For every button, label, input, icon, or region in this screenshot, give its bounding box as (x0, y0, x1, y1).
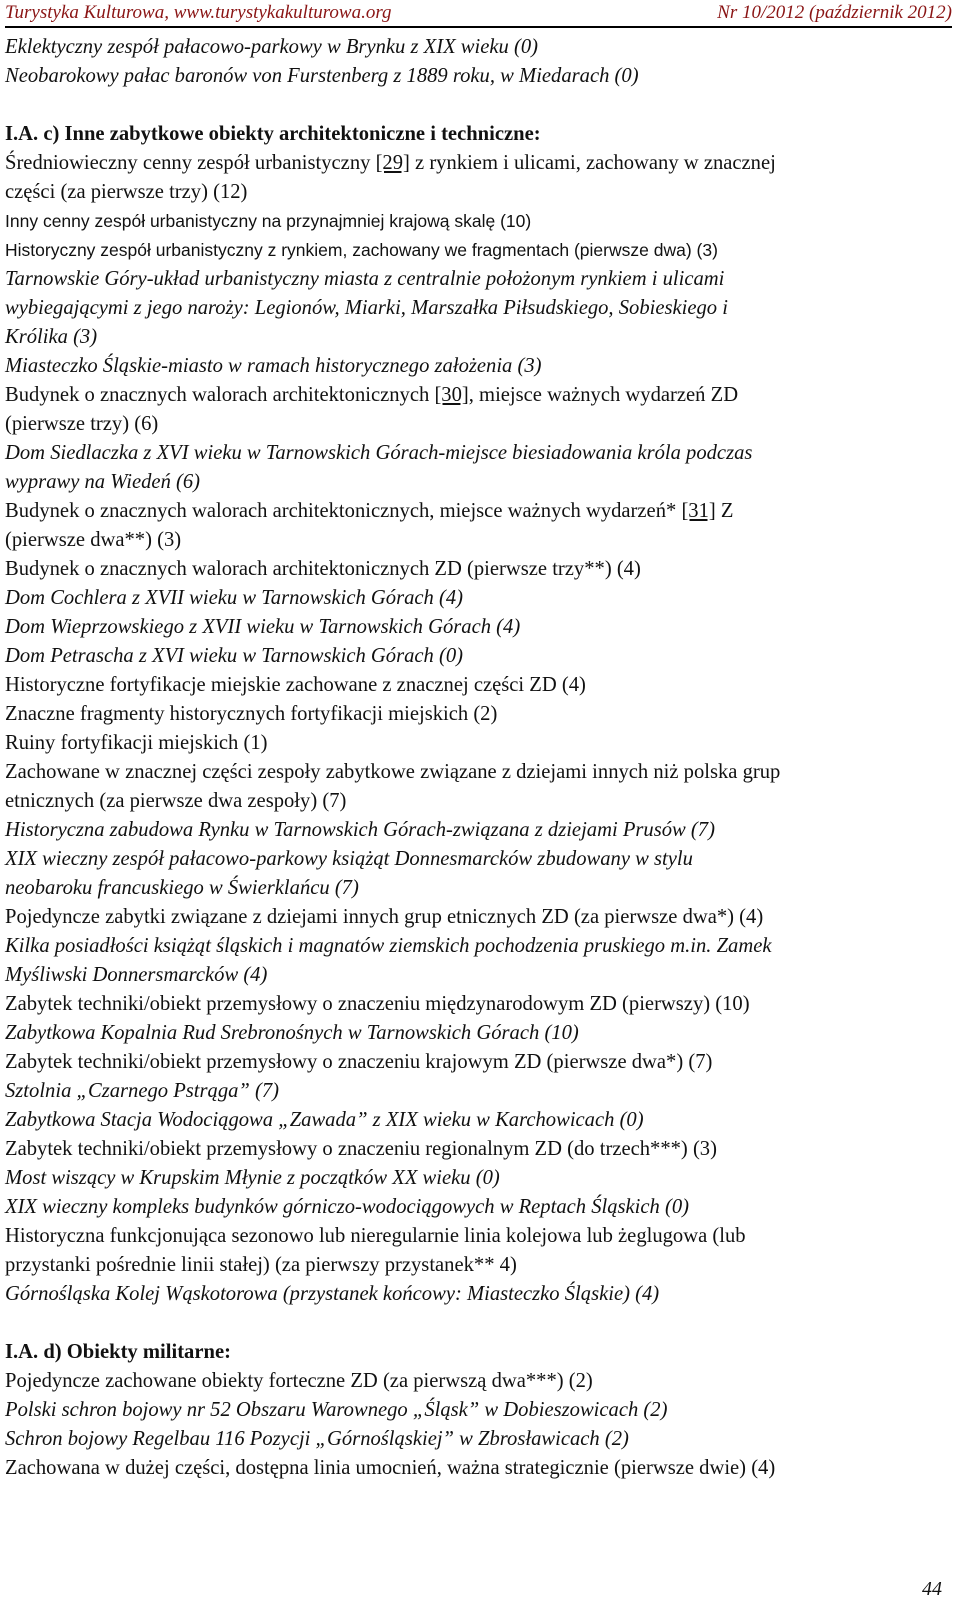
text-line: Dom Wieprzowskiego z XVII wieku w Tarnowskich Górach (4) (5, 616, 521, 638)
text-line: Schron bojowy Regelbau 116 Pozycji „Górnośląskiej” w Zbrosławicach (2) (5, 1428, 629, 1450)
footnote-ref[interactable]: [31] (681, 500, 716, 522)
text-line: Eklektyczny zespół pałacowo-parkowy w Brynku z XIX wieku (0) (5, 36, 538, 58)
text-line: Dom Petrascha z XVI wieku w Tarnowskich Górach (0) (5, 645, 463, 667)
text-line: Średniowieczny cenny zespół urbanistyczny [29] z rynkiem i ulicami, zachowany w znacznej (5, 152, 776, 174)
section-heading-d: I.A. d) Obiekty militarne: (5, 1341, 231, 1363)
text-line: Dom Siedlaczka z XVI wieku w Tarnowskich Górach-miejsce biesiadowania króla podczas (5, 442, 753, 464)
text-line: Zachowana w dużej części, dostępna linia umocnień, ważna strategicznie (pierwsze dwie) (4) (5, 1457, 776, 1479)
text-line: Historyczny zespół urbanistyczny z rynkiem, zachowany we fragmentach (pierwsze dwa) (3) (5, 240, 718, 260)
text-line: wybiegającymi z jego naroży: Legionów, Miarki, Marszałka Piłsudskiego, Sobieskiego i (5, 297, 728, 319)
text-line: Historyczne fortyfikacje miejskie zachowane z znacznej części ZD (4) (5, 674, 586, 696)
text-line: części (za pierwsze trzy) (12) (5, 181, 248, 203)
text-line: XIX wieczny zespół pałacowo-parkowy książąt Donnesmarcków zbudowany w stylu (5, 848, 693, 870)
text-line: etnicznych (za pierwsze dwa zespoły) (7) (5, 790, 347, 812)
page-header (5, 0, 952, 28)
text-line: Historyczna funkcjonująca sezonowo lub nieregularnie linia kolejowa lub żeglugowa (lub (5, 1225, 746, 1247)
text-line: Historyczna zabudowa Rynku w Tarnowskich Górach-związana z dziejami Prusów (7) (5, 819, 715, 841)
footnote-ref[interactable]: [29] (375, 152, 410, 174)
text-line: przystanki pośrednie linii stałej) (za pierwszy przystanek** 4) (5, 1254, 517, 1276)
text-line: Zabytek techniki/obiekt przemysłowy o znaczeniu regionalnym ZD (do trzech***) (3) (5, 1138, 717, 1160)
text-line: Ruiny fortyfikacji miejskich (1) (5, 732, 268, 754)
page-number: 44 (922, 1578, 942, 1600)
text-line: Most wiszący w Krupskim Młynie z początków XX wieku (0) (5, 1167, 500, 1189)
text-line: Dom Cochlera z XVII wieku w Tarnowskich Górach (4) (5, 587, 463, 609)
text-line: Inny cenny zespół urbanistyczny na przynajmniej krajową skalę (10) (5, 211, 532, 231)
text-line: Zachowane w znacznej części zespoły zabytkowe związane z dziejami innych niż polska grup (5, 761, 781, 783)
text-line: Myśliwski Donnersmarcków (4) (5, 964, 268, 986)
document-body (5, 33, 953, 1483)
text-line: (pierwsze trzy) (6) (5, 413, 159, 435)
text-line: Neobarokowy pałac baronów von Furstenberg z 1889 roku, w Miedarach (0) (5, 65, 639, 87)
text-line: Zabytkowa Kopalnia Rud Srebronośnych w Tarnowskich Górach (10) (5, 1022, 579, 1044)
text-line: Tarnowskie Góry-układ urbanistyczny miasta z centralnie położonym rynkiem i ulicami (5, 268, 725, 290)
section-heading-c: I.A. c) Inne zabytkowe obiekty architektoniczne i techniczne: (5, 123, 541, 145)
text-line: Polski schron bojowy nr 52 Obszaru Warownego „Śląsk” w Dobieszowicach (2) (5, 1399, 668, 1421)
text-line: Budynek o znacznych walorach architektonicznych [30], miejsce ważnych wydarzeń ZD (5, 384, 739, 406)
text-line: Kilka posiadłości książąt śląskich i magnatów ziemskich pochodzenia pruskiego m.in. Zamek (5, 935, 772, 957)
text-line: Budynek o znacznych walorach architektonicznych, miejsce ważnych wydarzeń* [31] Z (5, 500, 734, 522)
text-line: Zabytkowa Stacja Wodociągowa „Zawada” z XIX wieku w Karchowicach (0) (5, 1109, 644, 1131)
text-line: Miasteczko Śląskie-miasto w ramach historycznego założenia (3) (5, 355, 542, 377)
text-line: XIX wieczny kompleks budynków górniczo-wodociągowych w Reptach Śląskich (0) (5, 1196, 689, 1218)
text-line: Górnośląska Kolej Wąskotorowa (przystanek końcowy: Miasteczko Śląskie) (4) (5, 1283, 660, 1305)
issue-number: Nr 10/2012 (październik 2012) (717, 2, 952, 23)
footnote-ref[interactable]: [30] (434, 384, 469, 406)
text-line: Królika (3) (5, 326, 98, 348)
journal-title: Turystyka Kulturowa, www.turystykakulturowa.org (5, 2, 392, 23)
text-line: Budynek o znacznych walorach architektonicznych ZD (pierwsze trzy**) (4) (5, 558, 641, 580)
text-line: Sztolnia „Czarnego Pstrąga” (7) (5, 1080, 280, 1102)
text-line: Pojedyncze zabytki związane z dziejami innych grup etnicznych ZD (za pierwsze dwa*) (4) (5, 906, 764, 928)
text-line: Zabytek techniki/obiekt przemysłowy o znaczeniu krajowym ZD (pierwsze dwa*) (7) (5, 1051, 713, 1073)
text-line: Pojedyncze zachowane obiekty forteczne ZD (za pierwszą dwa***) (2) (5, 1370, 593, 1392)
text-line: wyprawy na Wiedeń (6) (5, 471, 201, 493)
text-line: Zabytek techniki/obiekt przemysłowy o znaczeniu międzynarodowym ZD (pierwszy) (10) (5, 993, 750, 1015)
text-line: (pierwsze dwa**) (3) (5, 529, 182, 551)
text-line: neobaroku francuskiego w Świerklańcu (7) (5, 877, 359, 899)
text-line: Znaczne fragmenty historycznych fortyfikacji miejskich (2) (5, 703, 498, 725)
